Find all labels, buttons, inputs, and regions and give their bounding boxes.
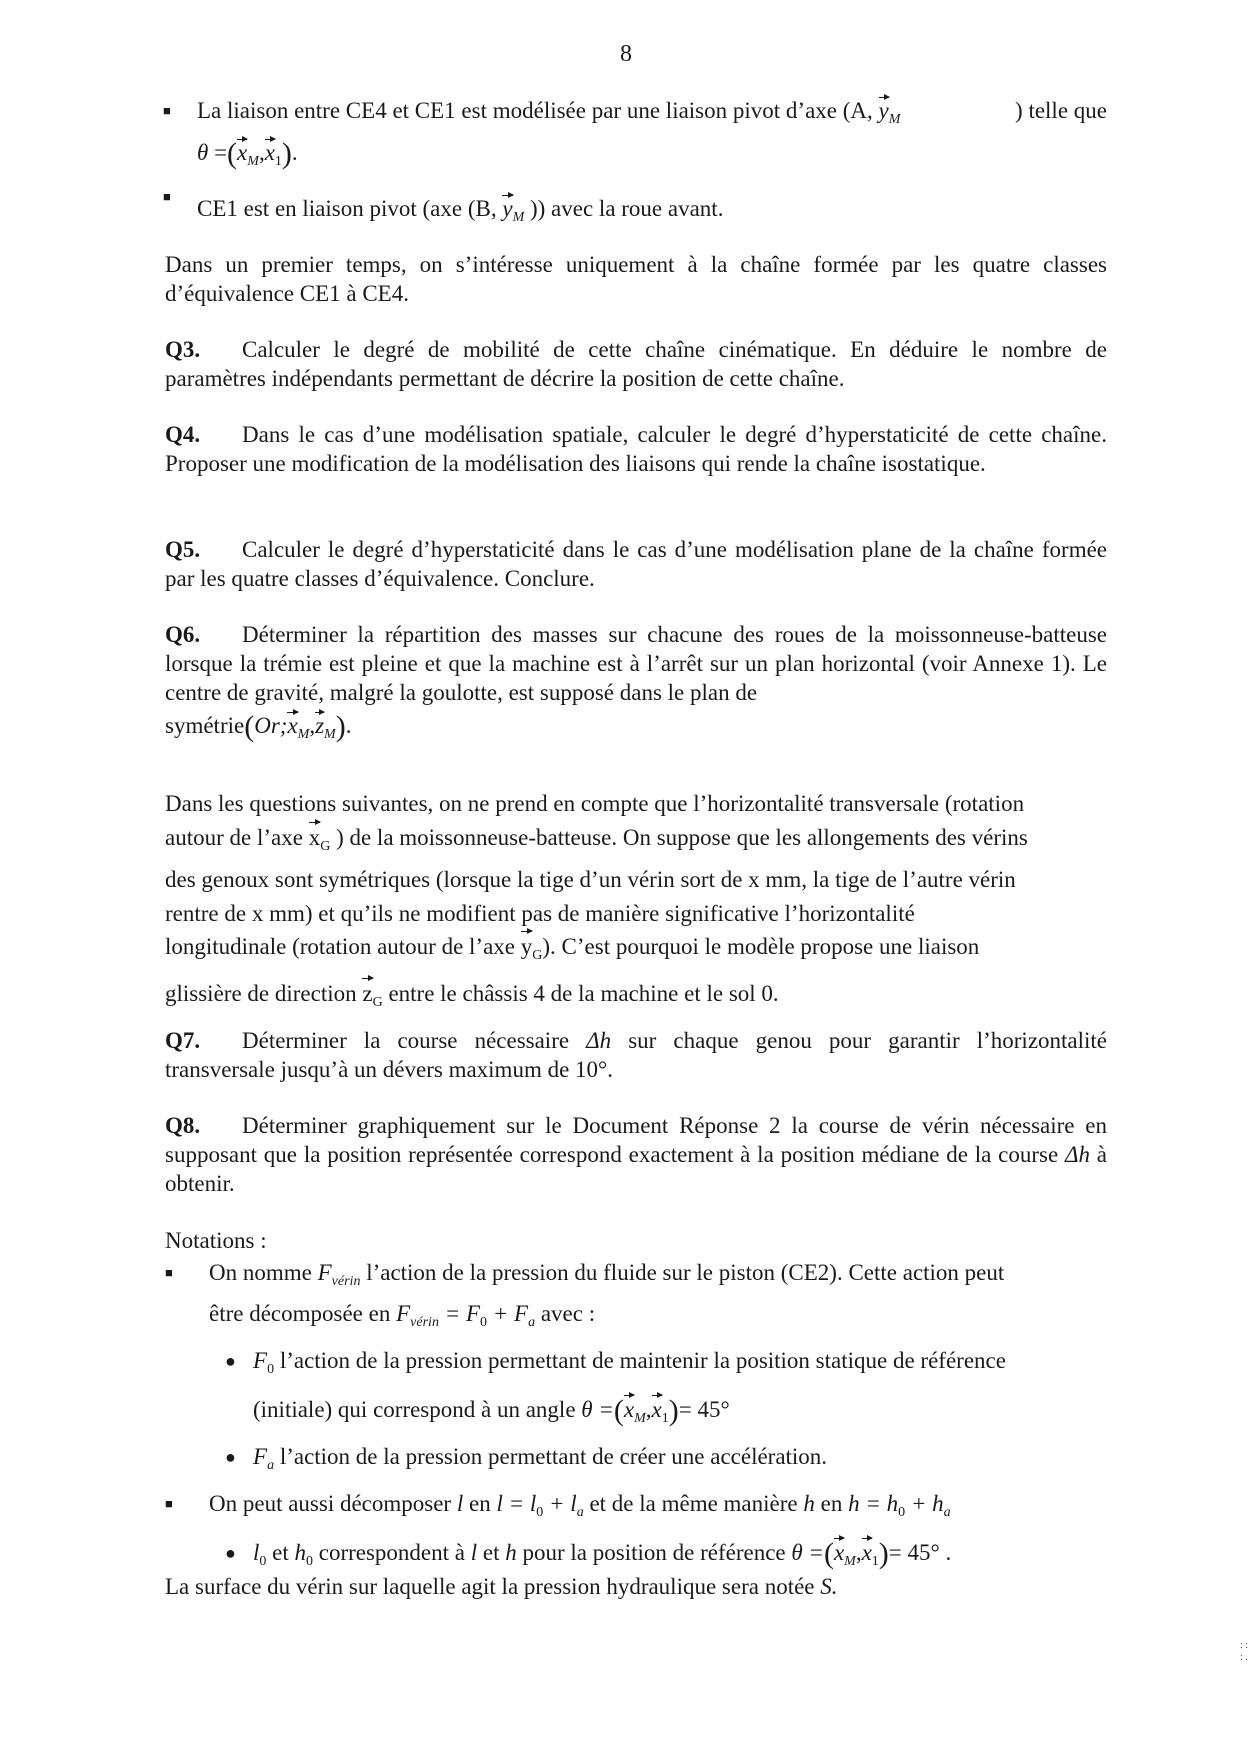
horiz-text: glissière de direction	[165, 980, 357, 1006]
equation-subscript: 0	[898, 1505, 906, 1520]
vector-y: y	[521, 930, 533, 964]
length-subscript: 0	[259, 1554, 267, 1569]
vector-y: y	[878, 98, 889, 123]
angle-value: = 45° .	[888, 1540, 952, 1565]
vector-z: z	[362, 977, 372, 1011]
question-text: Dans le cas d’une modélisation spatiale, calculer le degré d’hyperstaticité de cette chaîne. Proposer une modification de la modélisation des liaisons qui rende la chaîne isostatique.	[165, 422, 1107, 476]
equation-part: = F	[444, 1301, 481, 1326]
page-number: 8	[620, 41, 632, 67]
delta-h-symbol: Δh	[1064, 1142, 1090, 1167]
vector-y: y	[502, 196, 513, 221]
vector-x: x	[287, 713, 298, 738]
notation-sub-1-line-2: (initiale) qui correspond à un angle $\theta =(x_M,x_1)= 45^\circ$	[253, 1394, 730, 1427]
vector-subscript: M	[888, 112, 901, 127]
vector-x: x	[834, 1537, 844, 1569]
question-q8	[165, 1111, 1107, 1198]
height-symbol: h	[803, 1491, 815, 1516]
equation-subscript: a	[528, 1315, 536, 1330]
notation-sub-3: ● $l_0$ et $h_0$ correspondent à l et h pour la position de référence $\theta =(x_M,x_1)= 45^\circ$ .	[225, 1537, 952, 1570]
round-bullet-icon: ●	[225, 1543, 236, 1563]
equation-subscript: a	[943, 1505, 951, 1520]
vector-subscript: M	[634, 1411, 646, 1426]
horiz-line-6	[165, 977, 1107, 1020]
height-subscript: 0	[306, 1554, 313, 1569]
question-number: Q3.	[165, 337, 201, 362]
notation-sub-2	[165, 1441, 1107, 1482]
notation-text: l’action de la pression du fluide sur le piston (CE2). Cette action peut	[366, 1260, 1005, 1285]
final-text: La surface du vérin sur laquelle agit la pression hydraulique sera notée	[165, 1574, 815, 1599]
round-bullet-icon: ●	[225, 1447, 236, 1467]
theta-symbol: θ =	[581, 1397, 614, 1422]
vector-subscript: M	[247, 154, 259, 169]
force-subscript: a	[267, 1458, 275, 1473]
horiz-text: autour de l’axe	[165, 824, 303, 850]
horiz-line-2	[165, 821, 1107, 864]
question-text: Déterminer la répartition des masses sur chacune des roues de la moissonneuse-batteuse lorsque la trémie est pleine et que la machine est à l’arrêt sur un plan horizontal (voir Annexe 1). Le centre de gravité, malgré la goulotte, est supposé dans le plan de	[165, 622, 1107, 705]
notation-text: (initiale) qui correspond à un angle	[253, 1397, 576, 1422]
theta-symbol: θ =	[791, 1540, 824, 1565]
notation-text: On peut aussi décomposer	[209, 1491, 452, 1516]
bullet-1-text-a: La liaison entre CE4 et CE1 est modélisée par une liaison pivot d’axe (A,	[197, 98, 873, 123]
round-bullet-icon: ●	[225, 1351, 236, 1371]
notation-sub-1	[165, 1345, 1107, 1435]
vector-subscript: 1	[661, 1411, 669, 1426]
equation-subscript: a	[576, 1505, 584, 1520]
notation-text: pour la position de référence	[522, 1540, 786, 1565]
vector-subscript: 1	[871, 1554, 879, 1569]
bullet-list-top	[165, 96, 1107, 232]
bullet-2-text-a: CE1 est en liaison pivot (axe (B,	[197, 196, 497, 221]
notation-text: être décomposée en	[209, 1301, 391, 1326]
question-text: à obtenir.	[165, 1142, 1108, 1196]
vector-x: x	[237, 140, 248, 165]
force-symbol: F	[253, 1444, 268, 1469]
angle-value: = 45°	[678, 1397, 730, 1422]
length-symbol: l	[470, 1540, 478, 1565]
horizontality-paragraph	[165, 787, 1107, 1019]
height-symbol: h	[294, 1540, 306, 1565]
symmetry-label: symétrie	[165, 713, 245, 738]
length-symbol: l	[456, 1491, 464, 1516]
force-subscript: 0	[267, 1362, 275, 1377]
notation-text: correspondent à	[318, 1540, 465, 1565]
vector-subscript: G	[532, 948, 543, 963]
notation-item-1	[165, 1257, 1107, 1339]
bullet-1-formula: $\theta =(x_M,x_1)$.	[197, 137, 298, 170]
notations-title: Notations :	[165, 1228, 267, 1253]
bullet-2-text-b: )) avec la roue avant.	[529, 196, 724, 221]
question-text: Déterminer graphiquement sur le Document Réponse 2 la course de vérin nécessaire en supposant que la position représentée correspond exactement à la position médiane de la course	[165, 1113, 1107, 1167]
vector-subscript: 1	[274, 154, 282, 169]
delta-h-symbol: Δh	[586, 1028, 612, 1053]
equals-sign: =	[214, 140, 228, 165]
question-number: Q8.	[165, 1113, 201, 1138]
question-text: Déterminer la course nécessaire	[242, 1028, 570, 1053]
vector-x: x	[652, 1394, 662, 1426]
horiz-text: longitudinale (rotation autour de l’axe	[165, 934, 515, 959]
square-bullet-icon: ■	[163, 189, 171, 204]
vector-x: x	[309, 821, 321, 855]
bullet-1-text-b: ) telle que	[1015, 98, 1107, 123]
notation-text: l’action de la pression permettant de maintenir la position statique de référence	[279, 1348, 1006, 1373]
notation-text: en	[468, 1491, 491, 1516]
square-bullet-icon: ■	[165, 1265, 173, 1280]
force-symbol: F	[253, 1348, 268, 1373]
vector-x: x	[862, 1537, 872, 1569]
equation-subscript: 0	[536, 1505, 544, 1520]
question-q5	[165, 535, 1107, 593]
vector-subscript: M	[512, 210, 525, 225]
notation-text: avec :	[540, 1301, 596, 1326]
surface-symbol: S.	[820, 1574, 838, 1599]
question-q3	[165, 335, 1107, 393]
force-subscript: vérin	[331, 1274, 361, 1289]
notation-text: l’action de la pression permettant de créer une accélération.	[279, 1444, 828, 1469]
square-bullet-icon: ■	[165, 1496, 173, 1511]
notation-text: et de la même manière	[589, 1491, 798, 1516]
horiz-line-4: rentre de x mm) et qu’ils ne modifient pas de manière significative l’horizontalité	[165, 900, 915, 926]
force-subscript: vérin	[410, 1315, 439, 1330]
intro-paragraph: Dans un premier temps, on s’intéresse uniquement à la chaîne formée par les quatre classes d’équivalence CE1 à CE4.	[165, 252, 1107, 306]
horiz-text: ) de la moissonneuse-batteuse. On suppose que les allongements des vérins	[336, 824, 1028, 850]
vector-x: x	[624, 1394, 634, 1426]
theta-symbol: θ	[197, 140, 209, 165]
horiz-line-5	[165, 930, 1107, 973]
bullet-item-1	[165, 96, 1107, 134]
notation-text: et	[482, 1540, 500, 1565]
equation-subscript: 0	[480, 1315, 488, 1330]
margin-marks: : : : .	[1240, 1640, 1249, 1663]
horiz-line-1: Dans les questions suivantes, on ne prend en compte que l’horizontalité transversale (rotation	[165, 791, 1025, 816]
question-text: Calculer le degré de mobilité de cette chaîne cinématique. En déduire le nombre de paramètres indépendants permettant de décrire la position de cette chaîne.	[165, 337, 1107, 391]
question-text: sur chaque genou pour garantir l’horizontalité transversale jusqu’à un dévers maximum de 10°.	[165, 1028, 1108, 1082]
q6-symmetry-plane: $symétrie(Or;x_M,z_M)$.	[165, 710, 352, 743]
horiz-line-3: des genoux sont symétriques (lorsque la tige d’un vérin sort de x mm, la tige de l’autre vérin	[165, 867, 1016, 892]
force-symbol: F	[396, 1301, 411, 1326]
notations-section	[165, 1225, 1107, 1578]
height-symbol: h	[505, 1540, 517, 1565]
question-number: Q7.	[165, 1028, 201, 1053]
vector-x: x	[264, 140, 275, 165]
equation-part: + F	[492, 1301, 529, 1326]
vector-subscript: M	[324, 727, 336, 742]
notation-text: en	[820, 1491, 843, 1516]
vector-subscript: M	[844, 1554, 856, 1569]
notation-item-2	[165, 1488, 1107, 1529]
notation-1-line-2	[209, 1298, 1107, 1339]
vector-subscript: G	[372, 994, 383, 1010]
equation-part: + l	[549, 1491, 577, 1516]
final-sentence	[165, 1572, 1107, 1601]
question-number: Q6.	[165, 622, 201, 647]
equation-part: l = l	[496, 1491, 537, 1516]
question-q7	[165, 1026, 1107, 1084]
question-q4	[165, 420, 1107, 478]
vector-subscript: M	[297, 727, 310, 742]
force-symbol: F	[317, 1260, 332, 1285]
vector-subscript: G	[320, 838, 331, 854]
equation-part: h = h	[848, 1491, 899, 1516]
question-q6	[165, 620, 1107, 749]
question-number: Q5.	[165, 537, 201, 562]
notation-text: et	[272, 1540, 289, 1565]
question-number: Q4.	[165, 422, 201, 447]
horiz-text: entre le châssis 4 de la machine et le sol 0.	[388, 980, 779, 1006]
origin-label: Or;	[254, 713, 288, 738]
equation-part: + h	[910, 1491, 944, 1516]
square-bullet-icon: ■	[163, 103, 171, 118]
vector-z: z	[315, 713, 325, 738]
horiz-text: ). C’est pourquoi le modèle propose une liaison	[542, 934, 980, 959]
notation-text: On nomme	[209, 1260, 312, 1285]
question-text: Calculer le degré d’hyperstaticité dans le cas d’une modélisation plane de la chaîne formée par les quatre classes d’équivalence. Conclure.	[165, 537, 1107, 591]
bullet-item-2	[165, 194, 1107, 232]
length-symbol: l	[253, 1540, 260, 1565]
